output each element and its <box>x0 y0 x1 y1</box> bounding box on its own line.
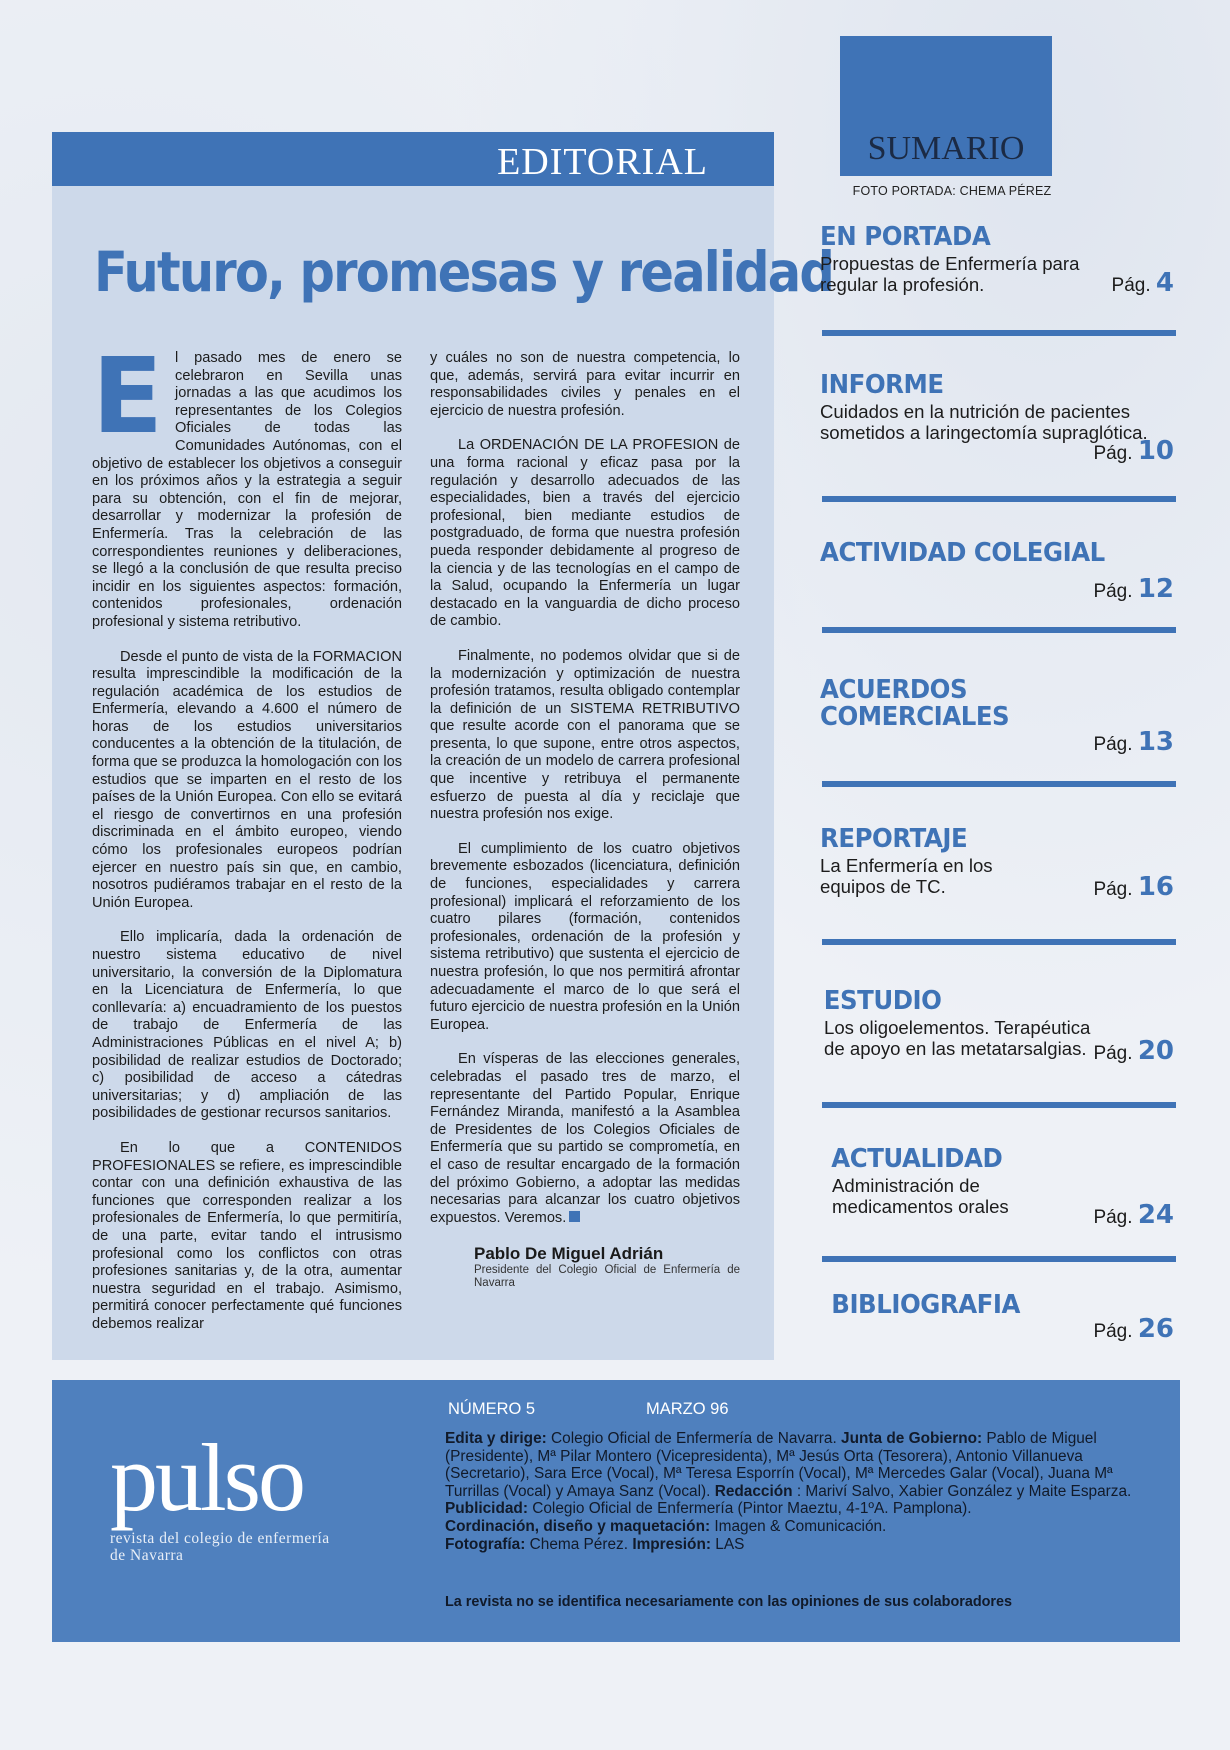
pulso-logo: pulso <box>110 1424 304 1531</box>
editorial-panel <box>52 132 834 1360</box>
sumario-item-desc: Propuestas de Enfermería para regular la profesión. <box>820 253 1080 295</box>
editorial-header-bar <box>52 132 774 186</box>
sumario-item-bibliografia[interactable] <box>820 1290 1176 1344</box>
sumario-header-box <box>840 36 1052 176</box>
sumario-item-title: EN PORTADA <box>820 222 991 252</box>
editorial-headline: Futuro, promesas y realidad <box>94 240 834 304</box>
sumario-item-acuerdos-comerciales[interactable] <box>820 675 1176 757</box>
sumario-item-page: Pág. 10 <box>1093 436 1174 466</box>
sumario-item-en-portada[interactable] <box>820 222 1176 298</box>
sumario-divider <box>822 939 1176 945</box>
dropcap: E <box>92 335 164 457</box>
masthead <box>52 1380 1180 1642</box>
sumario-divider <box>822 1256 1176 1262</box>
sumario-item-actividad-colegial[interactable] <box>820 538 1176 604</box>
editorial-column-right <box>430 350 740 1290</box>
sumario-item-desc: Cuidados en la nutrición de pacientes sometidos a laringectomía supraglótica. <box>820 401 1148 443</box>
editorial-paragraph: Ello implicaría, dada la ordenación de nuestro sistema educativo de nivel universitario, la conversión de la Diplomatura en la Licenciatura de Enfermería, lo que conllevaría: a) encuadramiento de los puestos de trabajo de Enfermería de las Administraciones Públicas en el nivel A; b) posibilidad de realizar estudios de Doctorado; c) posibilidad de acceso a cátedras universitarias; y d) ampliación de las posibilidades de gestionar recursos sanitarios. <box>92 929 402 1122</box>
sumario-item-reportaje[interactable] <box>820 824 1176 902</box>
sumario-divider <box>822 496 1176 502</box>
sumario-divider <box>822 627 1176 633</box>
sumario-item-page: Pág. 12 <box>1093 574 1174 604</box>
sumario-item-page: Pág. 20 <box>1093 1036 1174 1066</box>
sumario-item-informe[interactable] <box>820 370 1176 466</box>
signature <box>430 1244 740 1290</box>
sumario-item-title: REPORTAJE <box>820 824 968 854</box>
sumario-item-title: ACTUALIDAD <box>831 1144 1003 1174</box>
sumario-divider <box>822 1102 1176 1108</box>
sumario-item-title: ESTUDIO <box>823 986 942 1016</box>
sumario-divider <box>822 330 1176 336</box>
editorial-paragraph: En vísperas de las elecciones generales, celebradas el pasado tres de marzo, el representante del Partido Popular, Enrique Fernández Miranda, manifestó a la Asamblea de Presidentes de los Colegios Oficiales de Enfermería que su partido se comprometía, en el caso de resultar encargado de la formación del próximo Gobierno, a adoptar las medidas necesarias para alcanzar los cuatro objetivos expuestos. Veremos. <box>430 1051 740 1226</box>
sumario-item-desc: Los oligoelementos. Terapéutica de apoyo en las metatarsalgias. <box>824 1017 1091 1059</box>
sumario-item-title: ACUERDOS COMERCIALES <box>820 675 1010 732</box>
photo-credit: FOTO PORTADA: CHEMA PÉREZ <box>852 184 1052 198</box>
editorial-paragraph: El cumplimiento de los cuatro objetivos brevemente esbozados (licenciatura, definición de funciones, especialidades y carrera profesional) implicará el reforzamiento de los cuatro pilares (formación, contenidos profesionales, ordenación de la profesión y sistema retributivo) que sustenta el ejercicio de nuestra profesión, lo que nos permitirá afrontar adecuadamente el marco de lo que será el futuro ejercicio de nuestra profesión en la Unión Europea. <box>430 840 740 1033</box>
editorial-paragraph: Finalmente, no podemos olvidar que si de la modernización y optimización de nuestra profesión tratamos, resulta obligado contemplar la definición de un SISTEMA RETRIBUTIVO que resulte acorde con el panorama que se presenta, lo que supone, entre otros aspectos, la creación de un modelo de carrera profesional que incentive y retribuya el permanente esfuerzo de puesta al día y reciclaje que nuestra profesión nos exige. <box>430 647 740 823</box>
issue-number: NÚMERO 5 <box>448 1400 536 1418</box>
sumario-item-title: ACTIVIDAD COLEGIAL <box>820 538 1105 568</box>
sumario-item-page: Pág. 13 <box>1093 727 1174 757</box>
sumario-item-actualidad[interactable] <box>820 1144 1176 1230</box>
sumario-item-page: Pág. 4 <box>1111 268 1174 298</box>
editorial-label: EDITORIAL <box>497 141 708 183</box>
editorial-column-left <box>92 335 402 1350</box>
credits: Edita y dirige: Colegio Oficial de Enfermería de Navarra. Junta de Gobierno: Pablo de Miguel (Presidente), Mª Pilar Montero (Vicepresidenta), Mª Jesús Orta (Tesorera), Antonio Villanueva (Secretario), Sara Erce (Vocal), Mª Teresa Esporrín (Vocal), Mª Mercedes Galar (Vocal), Juana Mª Turrillas (Vocal) y Amaya Sanz (Vocal). Redacción : Mariví Salvo, Xabier González y Maite Esparza. Publicidad: Colegio Oficial de Enfermería (Pintor Maeztu, 4-1ºA. Pamplona). Cordinación, diseño y maquetación: Imagen & Comunicación. Fotografía: Chema Pérez. Impresión: LAS <box>445 1430 1132 1553</box>
editorial-paragraph: y cuáles no son de nuestra competencia, lo que, además, servirá para evitar incurrir en responsabilidades civiles y penales en el ejercicio de nuestra profesión. <box>430 350 740 419</box>
issue-date: MARZO 96 <box>646 1400 729 1418</box>
editorial-paragraph: El pasado mes de enero se celebraron en Sevilla unas jornadas a las que acudimos los representantes de los Colegios Oficiales de todas las Comunidades Autónomas, con el objetivo de establecer los objetivos a conseguir en los próximos años y la estrategia a seguir para su obtención, con el fin de mejorar, desarrollar y modernizar la profesión de Enfermería. Tras la celebración de las correspondientes reuniones y deliberaciones, se llegó a la conclusión de que resulta preciso incidir en los siguientes aspectos: formación, contenidos profesionales, ordenación profesional y sistema retributivo. <box>92 335 402 630</box>
sumario-item-estudio[interactable] <box>820 986 1176 1066</box>
sumario-item-page: Pág. 24 <box>1093 1200 1174 1230</box>
sumario-item-page: Pág. 16 <box>1093 872 1174 902</box>
signature-name: Pablo De Miguel Adrián <box>474 1244 664 1264</box>
end-mark-icon <box>569 1211 580 1222</box>
disclaimer: La revista no se identifica necesariamente con las opiniones de sus colaboradores <box>445 1594 1013 1610</box>
sumario-item-desc: Administración de medicamentos orales <box>832 1175 1009 1217</box>
signature-role: Presidente del Colegio Oficial de Enfermería de Navarra <box>474 1264 740 1290</box>
editorial-paragraph: La ORDENACIÓN DE LA PROFESION de una forma racional y eficaz pasa por la regulación y desarrollo adecuados de las especialidades, bien a través del ejercicio profesional, bien mediante estudios de postgraduado, de forma que nuestra profesión pueda responder debidamente al progreso de la ciencia y de las tecnologías en el campo de la Salud, ocupando la Enfermería un lugar destacado en la vanguardia de dicho proceso de cambio. <box>430 437 740 630</box>
sumario-item-desc: La Enfermería en los equipos de TC. <box>820 855 993 897</box>
sumario-title: SUMARIO <box>867 130 1025 167</box>
pulso-logo-subtitle: revista del colegio de enfermería de Navarra <box>110 1530 330 1564</box>
sumario-divider <box>822 781 1176 787</box>
sumario-item-title: BIBLIOGRAFIA <box>831 1290 1020 1320</box>
editorial-paragraph: Desde el punto de vista de la FORMACION resulta imprescindible la modificación de la regulación académica de los estudios de Enfermería, elevando a 4.600 el número de horas de los estudios universitarios conducentes a la obtención de la titulación, de forma que se produzca la homologación con los estudios que se imparten en el resto de los países de la Unión Europea. Con ello se evitará el riesgo de convertirnos en una profesión discriminada en el ámbito europeo, viendo cómo los profesionales europeos podrían ejercer en nuestro país sin que, en cambio, nosotros pudiéramos trabajar en el resto de la Unión Europea. <box>92 648 402 911</box>
sumario-item-title: INFORME <box>820 370 944 400</box>
editorial-paragraph: En lo que a CONTENIDOS PROFESIONALES se refiere, es imprescindible contar con una definición exhaustiva de las funciones que corresponden realizar a los profesionales de Enfermería, lo que permitiría, de una parte, evitar tando el intrusismo profesional como los conflictos con otras profesiones sanitarias y, de la otra, aumentar nuestra seguridad en el trabajo. Asimismo, permitirá conocer perfectamente qué funciones debemos realizar <box>92 1139 402 1332</box>
sumario-item-page: Pág. 26 <box>1093 1314 1174 1344</box>
